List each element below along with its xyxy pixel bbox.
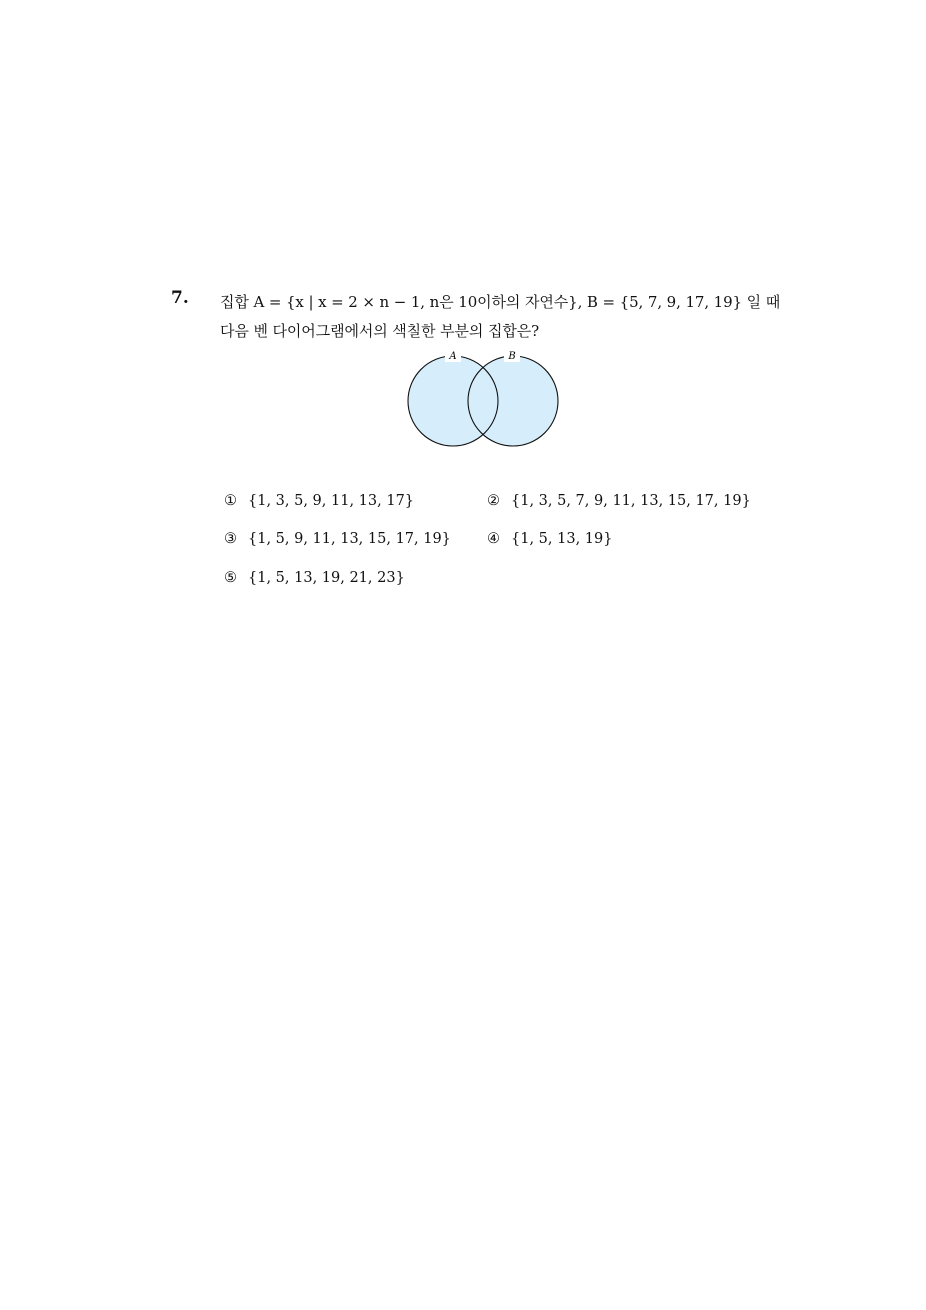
choice-3[interactable] bbox=[224, 531, 451, 547]
choice-5-text: {1, 5, 13, 19, 21, 23} bbox=[248, 570, 405, 586]
choice-1-mark: ① bbox=[224, 493, 237, 509]
choice-4-mark: ④ bbox=[487, 531, 500, 547]
choice-5-mark: ⑤ bbox=[224, 570, 237, 586]
choice-2[interactable] bbox=[487, 493, 751, 509]
choice-4[interactable] bbox=[487, 531, 612, 547]
venn-fill bbox=[408, 356, 558, 446]
set-a-label: A bbox=[449, 351, 457, 362]
choice-3-text: {1, 5, 9, 11, 13, 15, 17, 19} bbox=[248, 531, 451, 547]
stem-line-1: 집합 A = {x | x = 2 × n − 1, n은 10이하의 자연수}, B = {5, 7, 9, 17, 19} 일 때 bbox=[220, 293, 781, 311]
problem-number: 7. bbox=[171, 288, 189, 308]
choice-4-text: {1, 5, 13, 19} bbox=[511, 531, 613, 547]
choice-1-text: {1, 3, 5, 9, 11, 13, 17} bbox=[248, 493, 415, 509]
choice-5[interactable] bbox=[224, 570, 405, 586]
choice-2-mark: ② bbox=[487, 493, 500, 509]
stem-line-2: 다음 벤 다이어그램에서의 색칠한 부분의 집합은? bbox=[220, 322, 540, 340]
set-b-label: B bbox=[508, 351, 516, 362]
choice-1[interactable] bbox=[224, 493, 414, 509]
choice-2-text: {1, 3, 5, 7, 9, 11, 13, 15, 17, 19} bbox=[511, 493, 751, 509]
problem-stem bbox=[220, 288, 781, 346]
venn-diagram bbox=[400, 346, 570, 450]
choice-3-mark: ③ bbox=[224, 531, 237, 547]
